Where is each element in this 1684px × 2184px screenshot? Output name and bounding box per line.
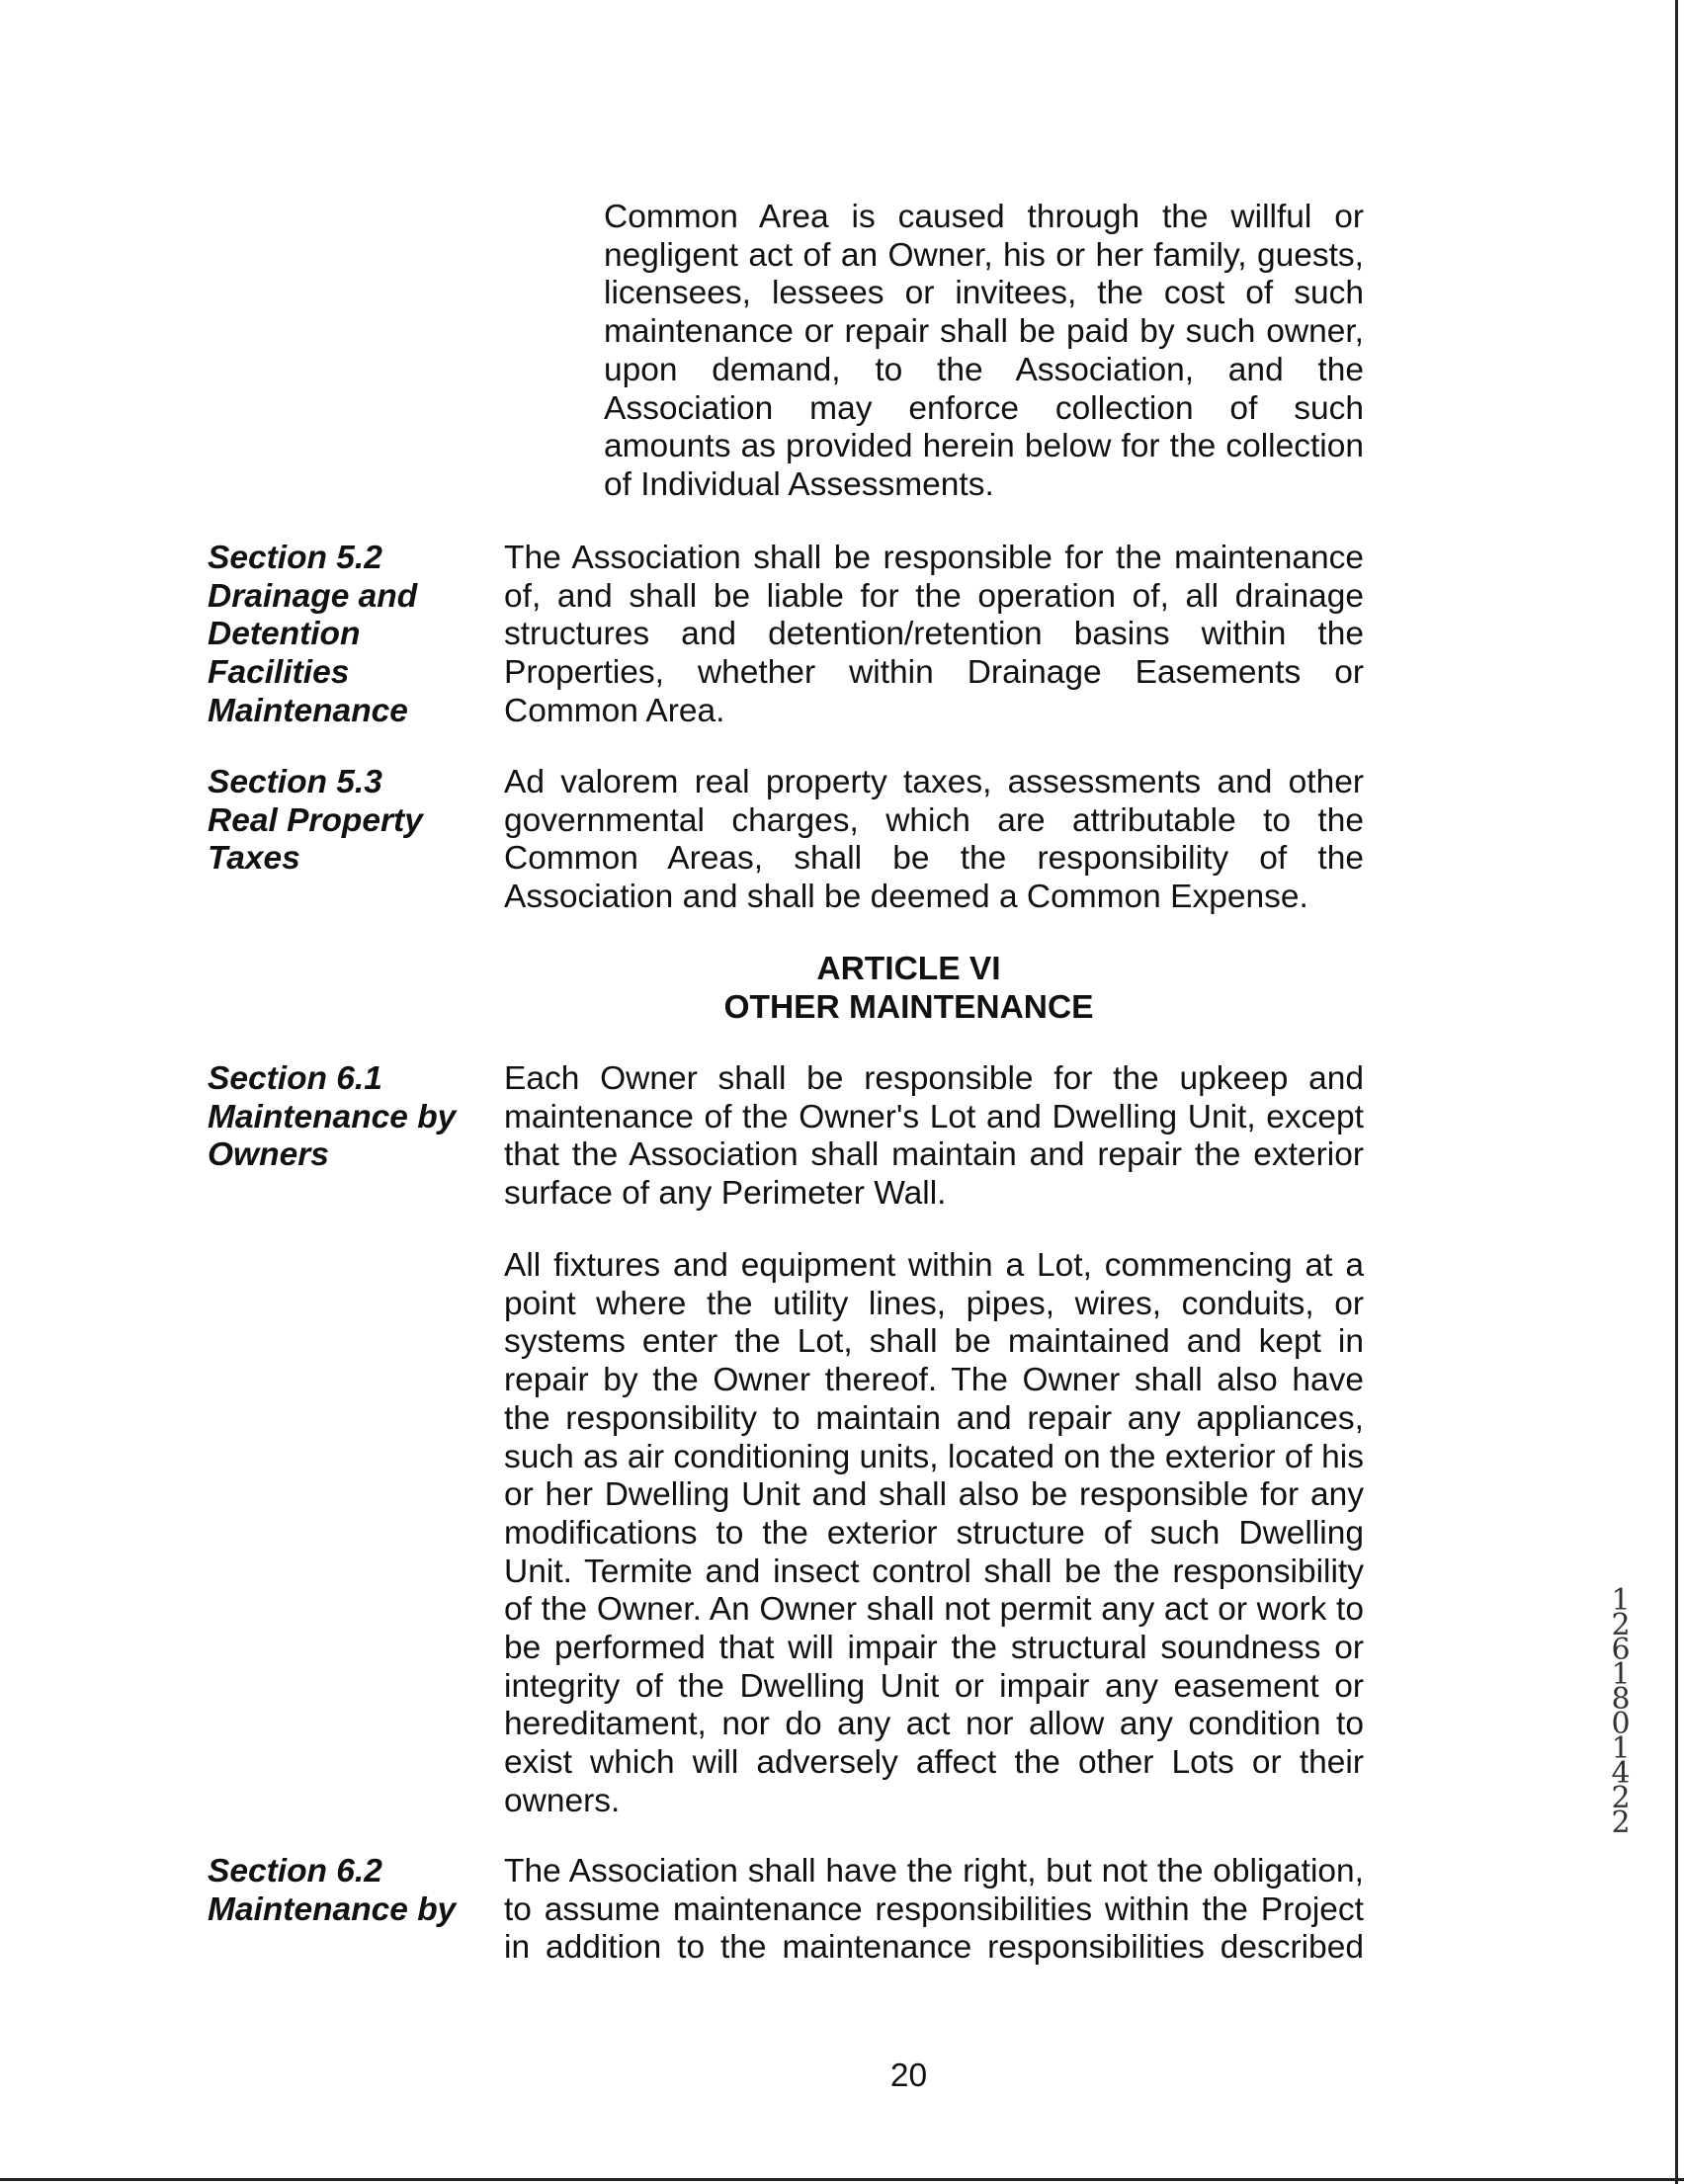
section-label-line: Detention bbox=[208, 616, 361, 653]
section-label-line: Facilities bbox=[208, 654, 350, 692]
section-label-line: Drainage and bbox=[208, 577, 418, 615]
section-label-line: Section 5.3 bbox=[208, 764, 382, 800]
section-6-1-text-2: All fixtures and equipment within a Lot, commencing at a point where the utility lines, pipes, wires, conduits, or systems enter the Lot, shall be maintained and kept in repair by the Owner thereof. The Owner shall also have the responsibility to maintain and repair any appliances, such as air conditioning units, located on the exterior of his or her Dwelling Unit and shall also be responsible for any modifications to the exterior structure of such Dwelling Unit. Termite and insect control shall be the responsibility of the Owner. An Owner shall not permit any act or work to be performed that will impair the structural soundness or integrity of the Dwelling Unit or impair any easement or hereditament, nor do any act nor allow any condition to exist which will adversely affect the other Lots or their owners. bbox=[504, 1247, 1364, 1819]
article-number: ARTICLE VI bbox=[816, 951, 1001, 987]
section-5-2-label bbox=[208, 540, 417, 731]
scan-border-right bbox=[1675, 0, 1678, 2184]
section-5-2-text: The Association shall be responsible for the maintenance of, and shall be liable for the operation of, all drainage structures and detention/retention basins within the Properties, whether within Drainage Easements or Common Area. bbox=[504, 540, 1364, 729]
section-label-line: Maintenance by bbox=[208, 1890, 457, 1928]
article-heading bbox=[0, 951, 1684, 1027]
section-label-line: Real Property bbox=[208, 801, 423, 839]
section-6-2-label bbox=[208, 1853, 456, 1929]
page-number bbox=[0, 2058, 1684, 2095]
section-6-2-text: The Association shall have the right, but not the obligation, to assume maintenance responsibilities within the Project in addition to the maintenance responsibilities described bbox=[504, 1853, 1364, 1967]
continuation-paragraph: Common Area is caused through the willful or negligent act of an Owner, his or her family, guests, licensees, lessees or invitees, the cost of such maintenance or repair shall be paid by such owner, upon demand, to the Association, and the Association may enforce collection of such amounts as provided herein below for the collection of Individual Assessments. bbox=[604, 199, 1364, 503]
recording-stamp: 12618 01422 bbox=[1611, 1583, 1631, 1840]
section-label-line: Maintenance by bbox=[208, 1098, 457, 1135]
section-5-3-label bbox=[208, 764, 423, 879]
article-title: OTHER MAINTENANCE bbox=[723, 988, 1094, 1026]
section-5-3-text: Ad valorem real property taxes, assessments and other governmental charges, which are attributable to the Common Areas, shall be the responsibility of the Association and shall be deemed a Common Expense. bbox=[504, 764, 1364, 916]
page-number-text: 20 bbox=[889, 2058, 928, 2094]
section-label-line: Section 6.2 bbox=[208, 1853, 382, 1890]
section-label-line: Taxes bbox=[208, 840, 300, 878]
scan-border-bottom bbox=[0, 2178, 1684, 2181]
section-6-1-text-1: Each Owner shall be responsible for the upkeep and maintenance of the Owner's Lot and Dwelling Unit, except that the Association shall maintain and repair the exterior surface of any Perimeter Wall. bbox=[504, 1060, 1364, 1213]
section-label-line: Section 5.2 bbox=[208, 540, 382, 576]
section-label-line: Section 6.1 bbox=[208, 1060, 382, 1097]
section-label-line: Owners bbox=[208, 1136, 329, 1174]
section-6-1-label bbox=[208, 1060, 456, 1175]
section-label-line: Maintenance bbox=[208, 692, 408, 729]
